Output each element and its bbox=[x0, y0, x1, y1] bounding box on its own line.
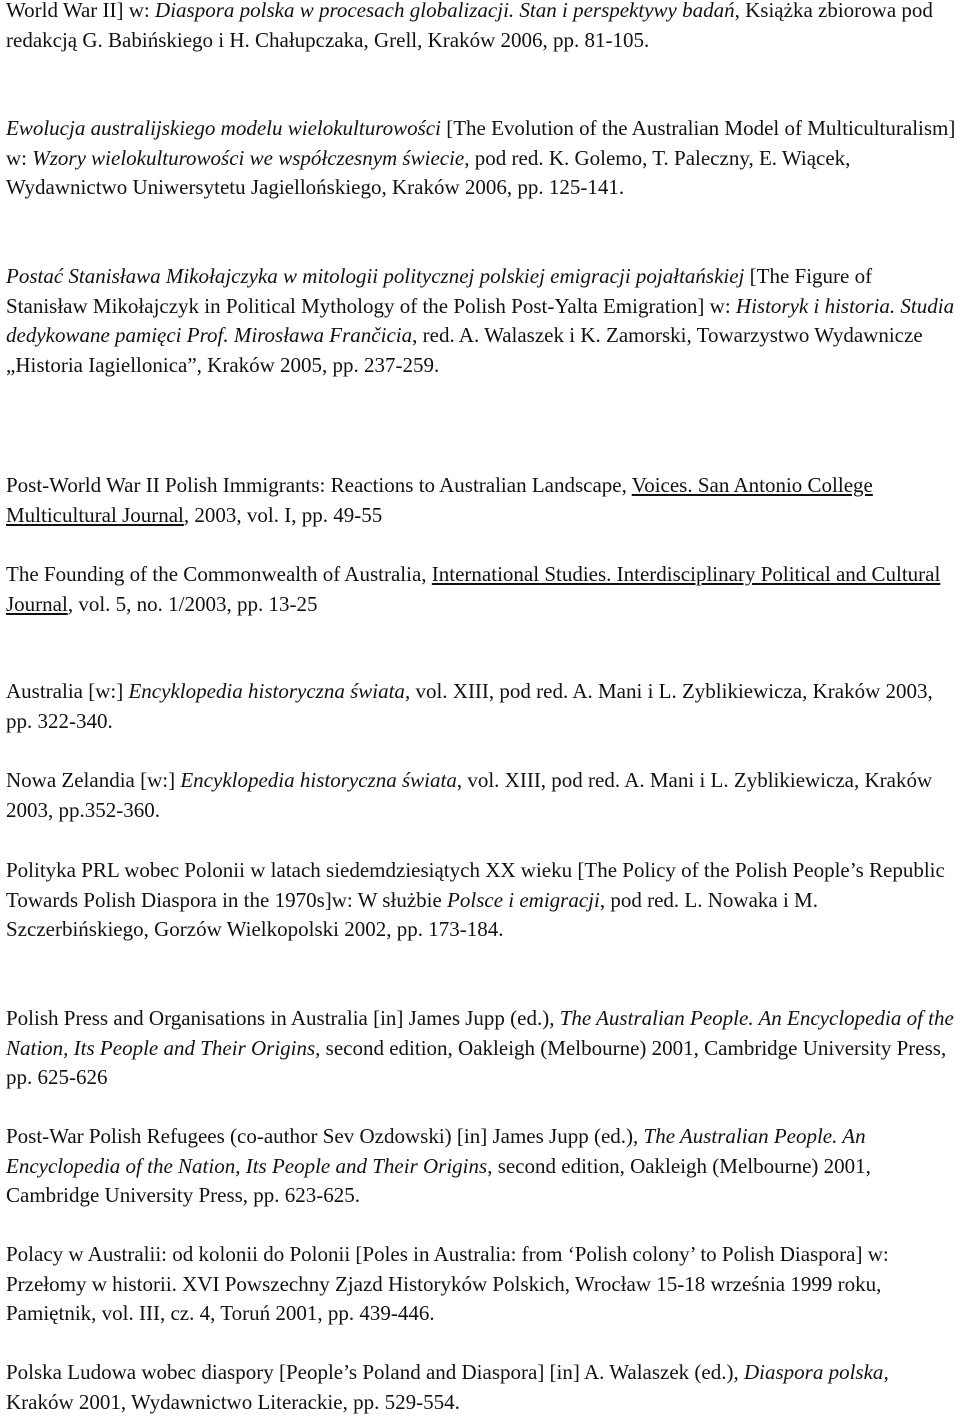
underlined-title: Voices. San Antonio College Multicultural Journal bbox=[6, 473, 873, 527]
bibliography-entry bbox=[6, 262, 958, 380]
italic-title: The Australian People. An Encyclopedia of the Nation, Its People and Their Origins bbox=[6, 1006, 954, 1060]
italic-title: Diaspora polska w procesach globalizacji. Stan i perspektywy badań bbox=[155, 0, 735, 22]
entry-text: Post-War Polish Refugees (co-author Sev Ozdowski) [in] James Jupp (ed.), bbox=[6, 1124, 644, 1148]
italic-title: Encyklopedia historyczna świata bbox=[128, 679, 405, 703]
entry-text: Australia [w:] bbox=[6, 679, 129, 703]
entry-text: Polish Press and Organisations in Australia [in] James Jupp (ed.), bbox=[6, 1006, 560, 1030]
entry-text: The Founding of the Commonwealth of Australia, bbox=[6, 562, 432, 586]
entry-text: , 2003, vol. I, pp. 49-55 bbox=[183, 502, 383, 527]
entry-text: Polska Ludowa wobec diaspory [People’s Poland and Diaspora] [in] A. Walaszek (ed.), bbox=[6, 1360, 744, 1384]
bibliography-entry bbox=[6, 0, 958, 55]
entry-text: , vol. XIII, pod red. A. Mani i L. Zyblikiewicza, Kraków 2003, pp.352-360. bbox=[6, 768, 933, 822]
entry-text: Polityka PRL wobec Polonii w latach siedemdziesiątych XX wieku [The Policy of the Polish People’s Republic Towards Polish Diaspora in the 1970s]w: W służbie bbox=[6, 858, 945, 912]
bibliography-entry bbox=[6, 1004, 958, 1093]
bibliography-entry bbox=[6, 856, 958, 945]
entry-text: , second edition, Oakleigh (Melbourne) 2001, Cambridge University Press, pp. 623-625. bbox=[6, 1153, 871, 1207]
italic-title: Wzory wielokulturowości we współczesnym świecie bbox=[32, 145, 465, 170]
italic-title: Ewolucja australijskiego modelu wielokulturowości bbox=[6, 116, 441, 140]
bibliography-entry bbox=[6, 560, 958, 619]
bibliography-entry bbox=[6, 1240, 958, 1329]
entry-text: , Kraków 2001, Wydawnictwo Literackie, pp. 529-554. bbox=[6, 1360, 889, 1414]
entry-text: Post-World War II Polish Immigrants: Reactions to Australian Landscape, bbox=[6, 473, 632, 497]
entry-text: , second edition, Oakleigh (Melbourne) 2001, Cambridge University Press, pp. 625-626 bbox=[6, 1035, 947, 1089]
bibliography-entry bbox=[6, 677, 958, 736]
underlined-title: International Studies. Interdisciplinary Political and Cultural Journal bbox=[6, 562, 941, 616]
entry-text: Polacy w Australii: od kolonii do Polonii [Poles in Australia: from ‘Polish colony’ to Polish Diaspora] w: Przełomy w historii. XVI Powszechny Zjazd Historyków Polskich, Wrocław 15-18 września 1999 roku, Pamiętnik, vol. III, cz. 4, Toruń 2001, pp. 439-446. bbox=[6, 1242, 889, 1325]
italic-title: Postać Stanisława Mikołajczyka w mitologii politycznej polskiej emigracji pojałtańskiej bbox=[6, 264, 745, 288]
bibliography-entry bbox=[6, 471, 958, 530]
entry-text: [The Evolution of the Australian Model of Multiculturalism] w: bbox=[6, 116, 956, 170]
italic-title: Polsce i emigracji bbox=[447, 887, 600, 912]
italic-title: Encyklopedia historyczna świata bbox=[180, 768, 457, 792]
entry-text: [The Figure of Stanisław Mikołajczyk in Political Mythology of the Polish Post-Yalta Emigration] w: bbox=[6, 264, 873, 318]
bibliography-entry bbox=[6, 114, 958, 203]
entry-text: , vol. XIII, pod red. A. Mani i L. Zyblikiewicza, Kraków 2003, pp. 322-340. bbox=[6, 679, 933, 733]
italic-title: The Australian People. An Encyclopedia of the Nation, Its People and Their Origins bbox=[6, 1124, 866, 1178]
entry-text: , pod red. K. Golemo, T. Paleczny, E. Wiącek, Wydawnictwo Uniwersytetu Jagiellońskiego, Kraków 2006, pp. 125-141. bbox=[6, 145, 851, 199]
bibliography-entry bbox=[6, 1122, 958, 1211]
entry-text: , Książka zbiorowa pod redakcją G. Babińskiego i H. Chałupczaka, Grell, Kraków 2006, pp. 81-105. bbox=[6, 0, 933, 52]
bibliography-entry bbox=[6, 766, 958, 825]
entry-text: World War II] w: bbox=[6, 0, 156, 22]
entry-text: , pod red. L. Nowaka i M. Szczerbińskiego, Gorzów Wielkopolski 2002, pp. 173-184. bbox=[6, 887, 818, 941]
entry-text: , vol. 5, no. 1/2003, pp. 13-25 bbox=[67, 591, 318, 616]
bibliography-entry bbox=[6, 1358, 958, 1417]
entry-text: , red. A. Walaszek i K. Zamorski, Towarzystwo Wydawnicze „Historia Iagiellonica”, Kraków 2005, pp. 237-259. bbox=[6, 323, 923, 377]
entry-text: Nowa Zelandia [w:] bbox=[6, 768, 181, 792]
italic-title: Diaspora polska bbox=[744, 1360, 884, 1384]
italic-title: Historyk i historia. Studia dedykowane pamięci Prof. Mirosława Frančicia bbox=[6, 293, 955, 347]
